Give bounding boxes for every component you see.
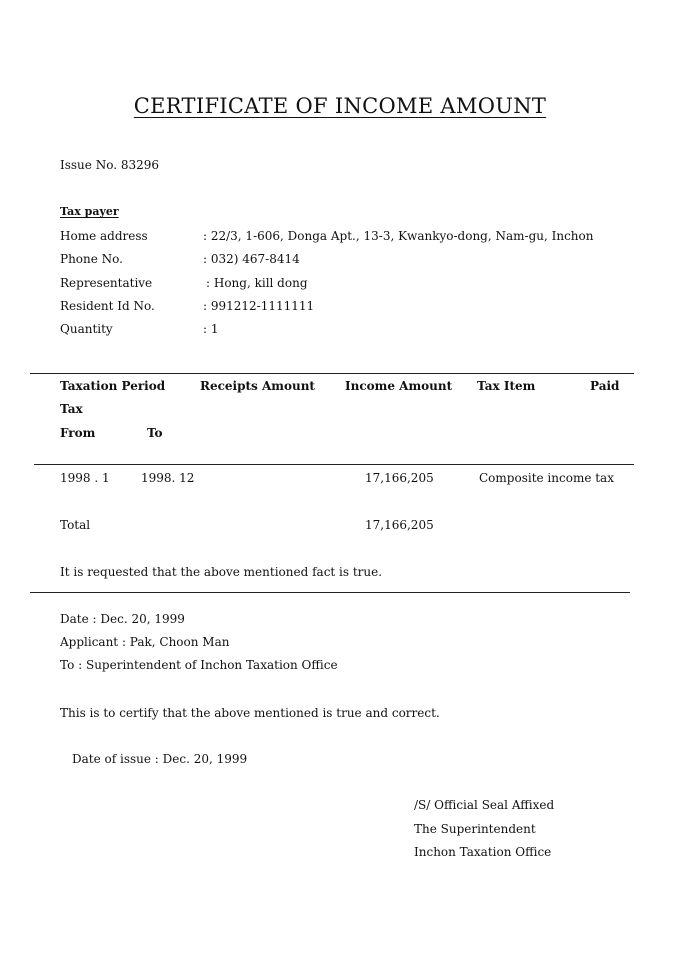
home-address-value: : 22/3, 1-606, Donga Apt., 13-3, Kwankyo-dong, Nam-gu, Inchon bbox=[203, 229, 594, 243]
to-line: To : Superintendent of Inchon Taxation Office bbox=[60, 658, 338, 672]
representative-label: Representative bbox=[60, 276, 153, 290]
taxation-office: Inchon Taxation Office bbox=[414, 845, 552, 859]
phone-value: : 032) 467-8414 bbox=[203, 252, 300, 266]
request-statement: It is requested that the above mentioned fact is true. bbox=[60, 565, 383, 579]
row-to: 1998. 12 bbox=[141, 471, 195, 485]
phone-label: Phone No. bbox=[60, 252, 123, 266]
row-from: 1998 . 1 bbox=[60, 471, 110, 485]
total-income-amount: 17,166,205 bbox=[365, 518, 434, 532]
header-receipts-amount: Receipts Amount bbox=[200, 379, 315, 393]
superintendent-title: The Superintendent bbox=[414, 822, 536, 836]
applicant-line: Applicant : Pak, Choon Man bbox=[60, 635, 230, 649]
row-tax-item: Composite income tax bbox=[479, 471, 614, 485]
quantity-value: : 1 bbox=[203, 322, 219, 336]
taxpayer-heading: Tax payer bbox=[60, 205, 119, 218]
certify-statement: This is to certify that the above mentioned is true and correct. bbox=[60, 706, 440, 720]
document-title: CERTIFICATE OF INCOME AMOUNT bbox=[133, 94, 547, 118]
header-paid: Paid bbox=[590, 379, 620, 393]
total-label: Total bbox=[60, 518, 91, 532]
header-tax-item: Tax Item bbox=[477, 379, 536, 393]
resident-id-label: Resident Id No. bbox=[60, 299, 155, 313]
date-line: Date : Dec. 20, 1999 bbox=[60, 612, 185, 626]
home-address-label: Home address bbox=[60, 229, 148, 243]
row-income-amount: 17,166,205 bbox=[365, 471, 434, 485]
representative-value: : Hong, kill dong bbox=[206, 276, 308, 290]
table-header-rule bbox=[34, 464, 634, 465]
header-taxation-period: Taxation Period bbox=[60, 379, 166, 393]
header-from: From bbox=[60, 426, 96, 440]
header-income-amount: Income Amount bbox=[345, 379, 453, 393]
resident-id-value: : 991212-1111111 bbox=[203, 299, 315, 313]
table-top-rule bbox=[30, 373, 634, 374]
statement-rule bbox=[30, 592, 630, 593]
quantity-label: Quantity bbox=[60, 322, 113, 336]
date-of-issue: Date of issue : Dec. 20, 1999 bbox=[72, 752, 248, 766]
header-to: To bbox=[147, 426, 163, 440]
header-tax: Tax bbox=[60, 402, 83, 416]
official-seal: /S/ Official Seal Affixed bbox=[414, 798, 555, 812]
issue-number: Issue No. 83296 bbox=[60, 158, 160, 172]
